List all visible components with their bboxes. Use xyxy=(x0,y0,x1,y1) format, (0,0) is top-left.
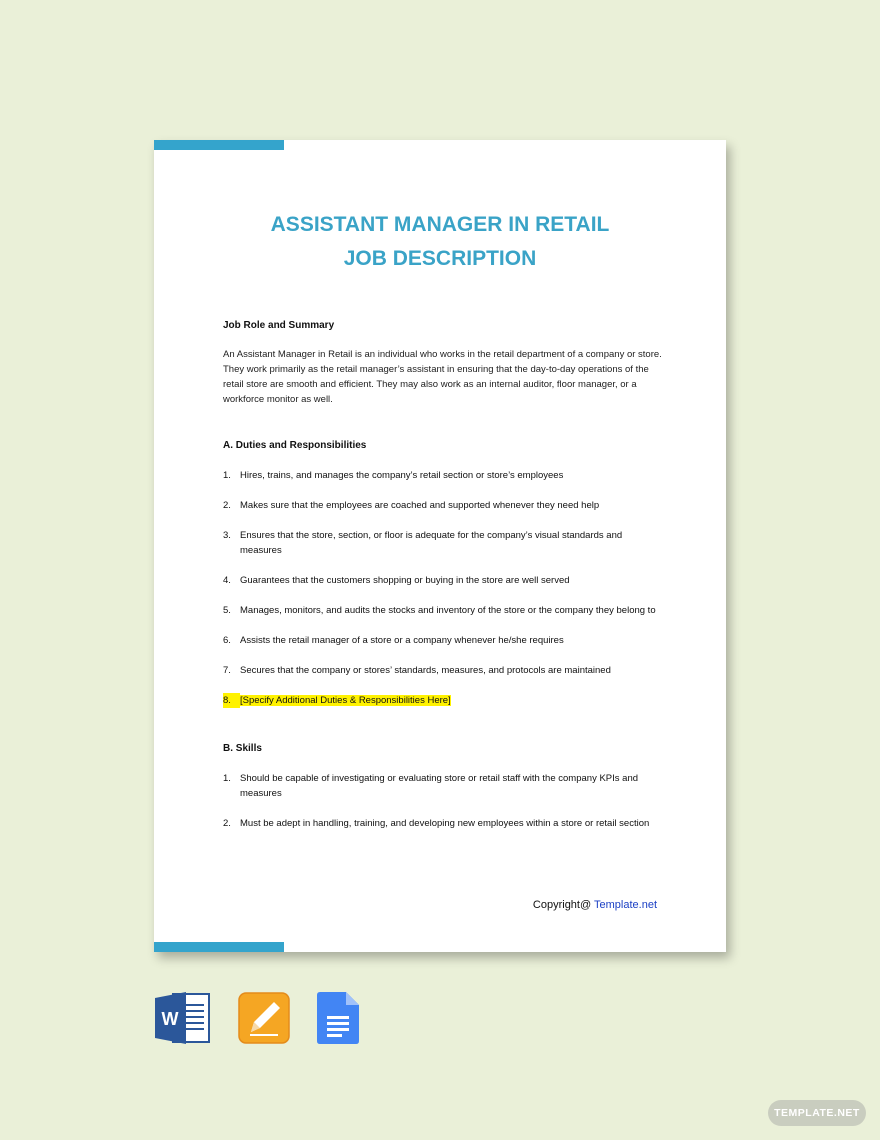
svg-text:W: W xyxy=(161,1009,179,1029)
summary-heading: Job Role and Summary xyxy=(223,320,335,331)
template-watermark: TEMPLATE.NET xyxy=(768,1100,866,1126)
skill-item: 2. Must be adept in handling, training, and developing new employees within a store or retail section xyxy=(223,818,650,829)
duties-list xyxy=(223,468,663,708)
duty-item: 7. Secures that the company or stores’ standards, measures, and protocols are maintained xyxy=(223,665,611,676)
skill-item: 1. Should be capable of investigating or evaluating store or retail staff with the company KPIs and measures xyxy=(223,773,639,799)
duty-item: 5. Manages, monitors, and audits the stocks and inventory of the store or the company they belong to xyxy=(223,605,656,616)
document-page xyxy=(154,140,726,952)
duty-item: 1. Hires, trains, and manages the company’s retail section or store’s employees xyxy=(223,470,564,481)
title-line-1: ASSISTANT MANAGER IN RETAIL xyxy=(270,213,610,236)
summary-text: An Assistant Manager in Retail is an individual who works in the retail department of a company or store. They work primarily as the retail manager’s assistant in ensuring that the day-to-day operations of the retail store are smooth and efficient. They may also work as an internal auditor, floor manager, or a workforce monitor as well. xyxy=(223,349,662,405)
word-icon[interactable] xyxy=(155,992,211,1044)
google-docs-icon[interactable] xyxy=(317,992,359,1044)
skills-list xyxy=(223,771,663,831)
document-title xyxy=(154,208,726,276)
duty-item: 4. Guarantees that the customers shopping or buying in the store are well served xyxy=(223,575,570,586)
duty-item: 3. Ensures that the store, section, or floor is adequate for the company’s visual standards and measures xyxy=(223,530,623,556)
duty-item-placeholder: 8. [Specify Additional Duties & Responsibilities Here] xyxy=(223,695,451,706)
skills-heading: B. Skills xyxy=(223,743,262,754)
copyright-notice xyxy=(533,899,657,911)
duty-item: 2. Makes sure that the employees are coached and supported whenever they need help xyxy=(223,500,600,511)
duty-item: 6. Assists the retail manager of a store or a company whenever he/she requires xyxy=(223,635,564,646)
pages-icon[interactable] xyxy=(238,992,290,1044)
duties-heading: A. Duties and Responsibilities xyxy=(223,440,367,451)
top-accent-bar xyxy=(154,140,284,150)
bottom-accent-bar xyxy=(154,942,284,952)
copyright-link[interactable]: Template.net xyxy=(594,899,657,911)
document-body xyxy=(223,318,663,831)
title-line-2: JOB DESCRIPTION xyxy=(343,247,537,270)
copyright-prefix: Copyright@ xyxy=(532,899,595,911)
